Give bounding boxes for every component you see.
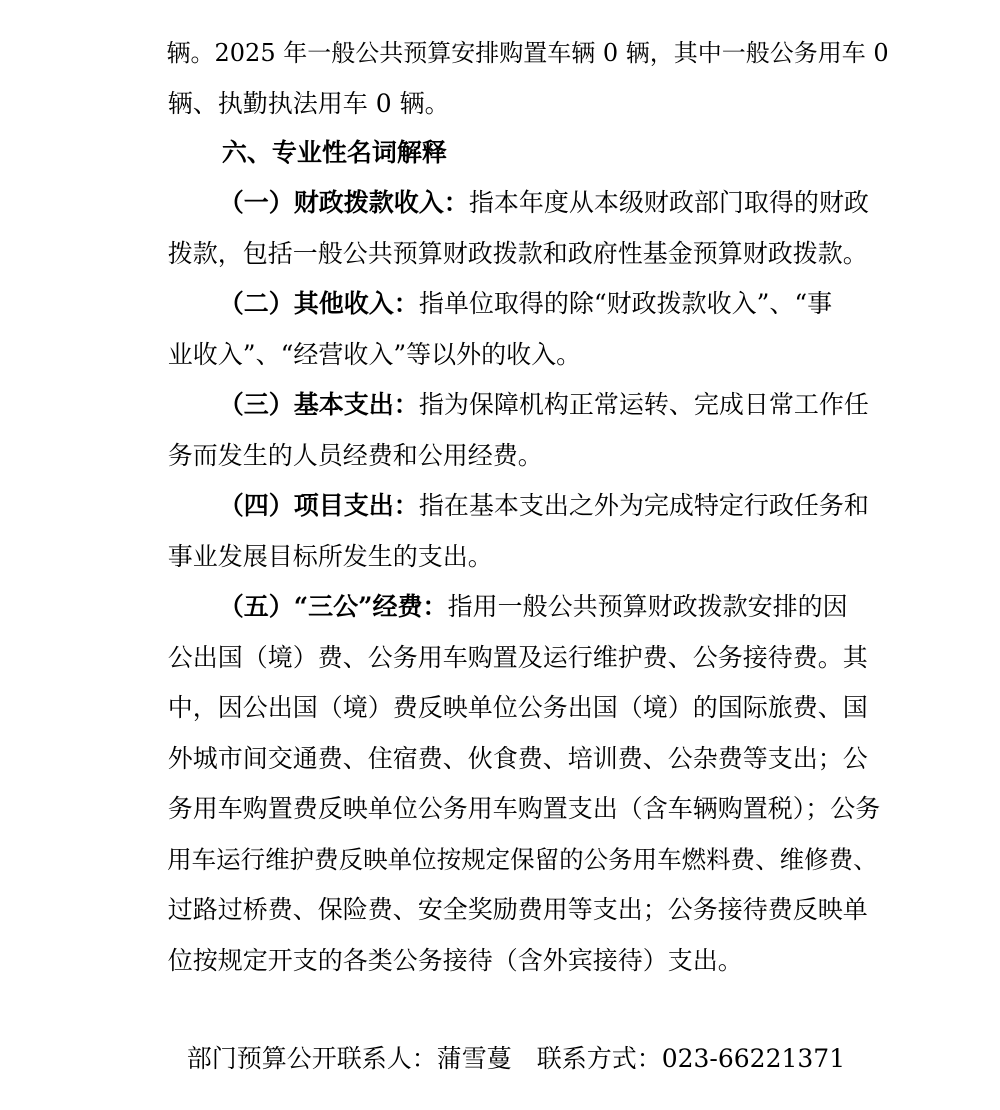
contact-footer-text: 部门预算公开联系人：蒲雪蔓 联系方式：023-66221371: [186, 1044, 846, 1073]
body-text: 辆。2025 年一般公共预算安排购置车辆 0 辆，其中一般公务用车 0: [166, 39, 889, 67]
definition-text: 指本年度从本级财政部门取得的财政: [468, 188, 869, 217]
body-text: 外城市间交通费、住宿费、伙食费、培训费、公杂费等支出；公: [167, 744, 868, 773]
definition-text: 指在基本支出之外为完成特定行政任务和: [418, 491, 869, 520]
body-text: 务而发生的人员经费和公用经费。: [167, 441, 543, 470]
definition-term: （五）“三公”经费：: [218, 592, 448, 621]
definition-text: 指单位取得的除“财政拨款收入”、“事: [418, 289, 833, 318]
body-text: 业收入”、“经营收入”等以外的收入。: [167, 340, 582, 369]
body-text: 中，因公出国（境）费反映单位公务出国（境）的国际旅费、国: [167, 693, 868, 722]
body-text: 拨款，包括一般公共预算财政拨款和政府性基金预算财政拨款。: [167, 239, 868, 268]
definition-text: 指为保障机构正常运转、完成日常工作任: [418, 390, 869, 419]
definition-term: （四）项目支出：: [218, 491, 419, 520]
body-text: 用车运行维护费反映单位按规定保留的公务用车燃料费、维修费、: [167, 845, 878, 874]
definition-term: （二）其他收入：: [218, 289, 419, 318]
body-text: 位按规定开支的各类公务接待（含外宾接待）支出。: [167, 946, 743, 975]
body-text: 事业发展目标所发生的支出。: [167, 542, 493, 571]
body-text: 辆、执勤执法用车 0 辆。: [167, 89, 450, 118]
definition-text: 指用一般公共预算财政拨款安排的因: [447, 592, 848, 621]
definition-term: （一）财政拨款收入：: [218, 188, 469, 217]
definition-term: （三）基本支出：: [218, 390, 419, 419]
body-line-continuation: [136, 910, 743, 1012]
body-text: 务用车购置费反映单位公务用车购置支出（含车辆购置税）；公务: [167, 794, 881, 823]
body-text: 过路过桥费、保险费、安全奖励费用等支出；公务接待费反映单: [167, 895, 868, 924]
contact-footer: [0, 1008, 1000, 1110]
section-heading-text: 六、专业性名词解释: [221, 138, 447, 167]
body-text: 公出国（境）费、公务用车购置及运行维护费、公务接待费。其: [167, 643, 868, 672]
